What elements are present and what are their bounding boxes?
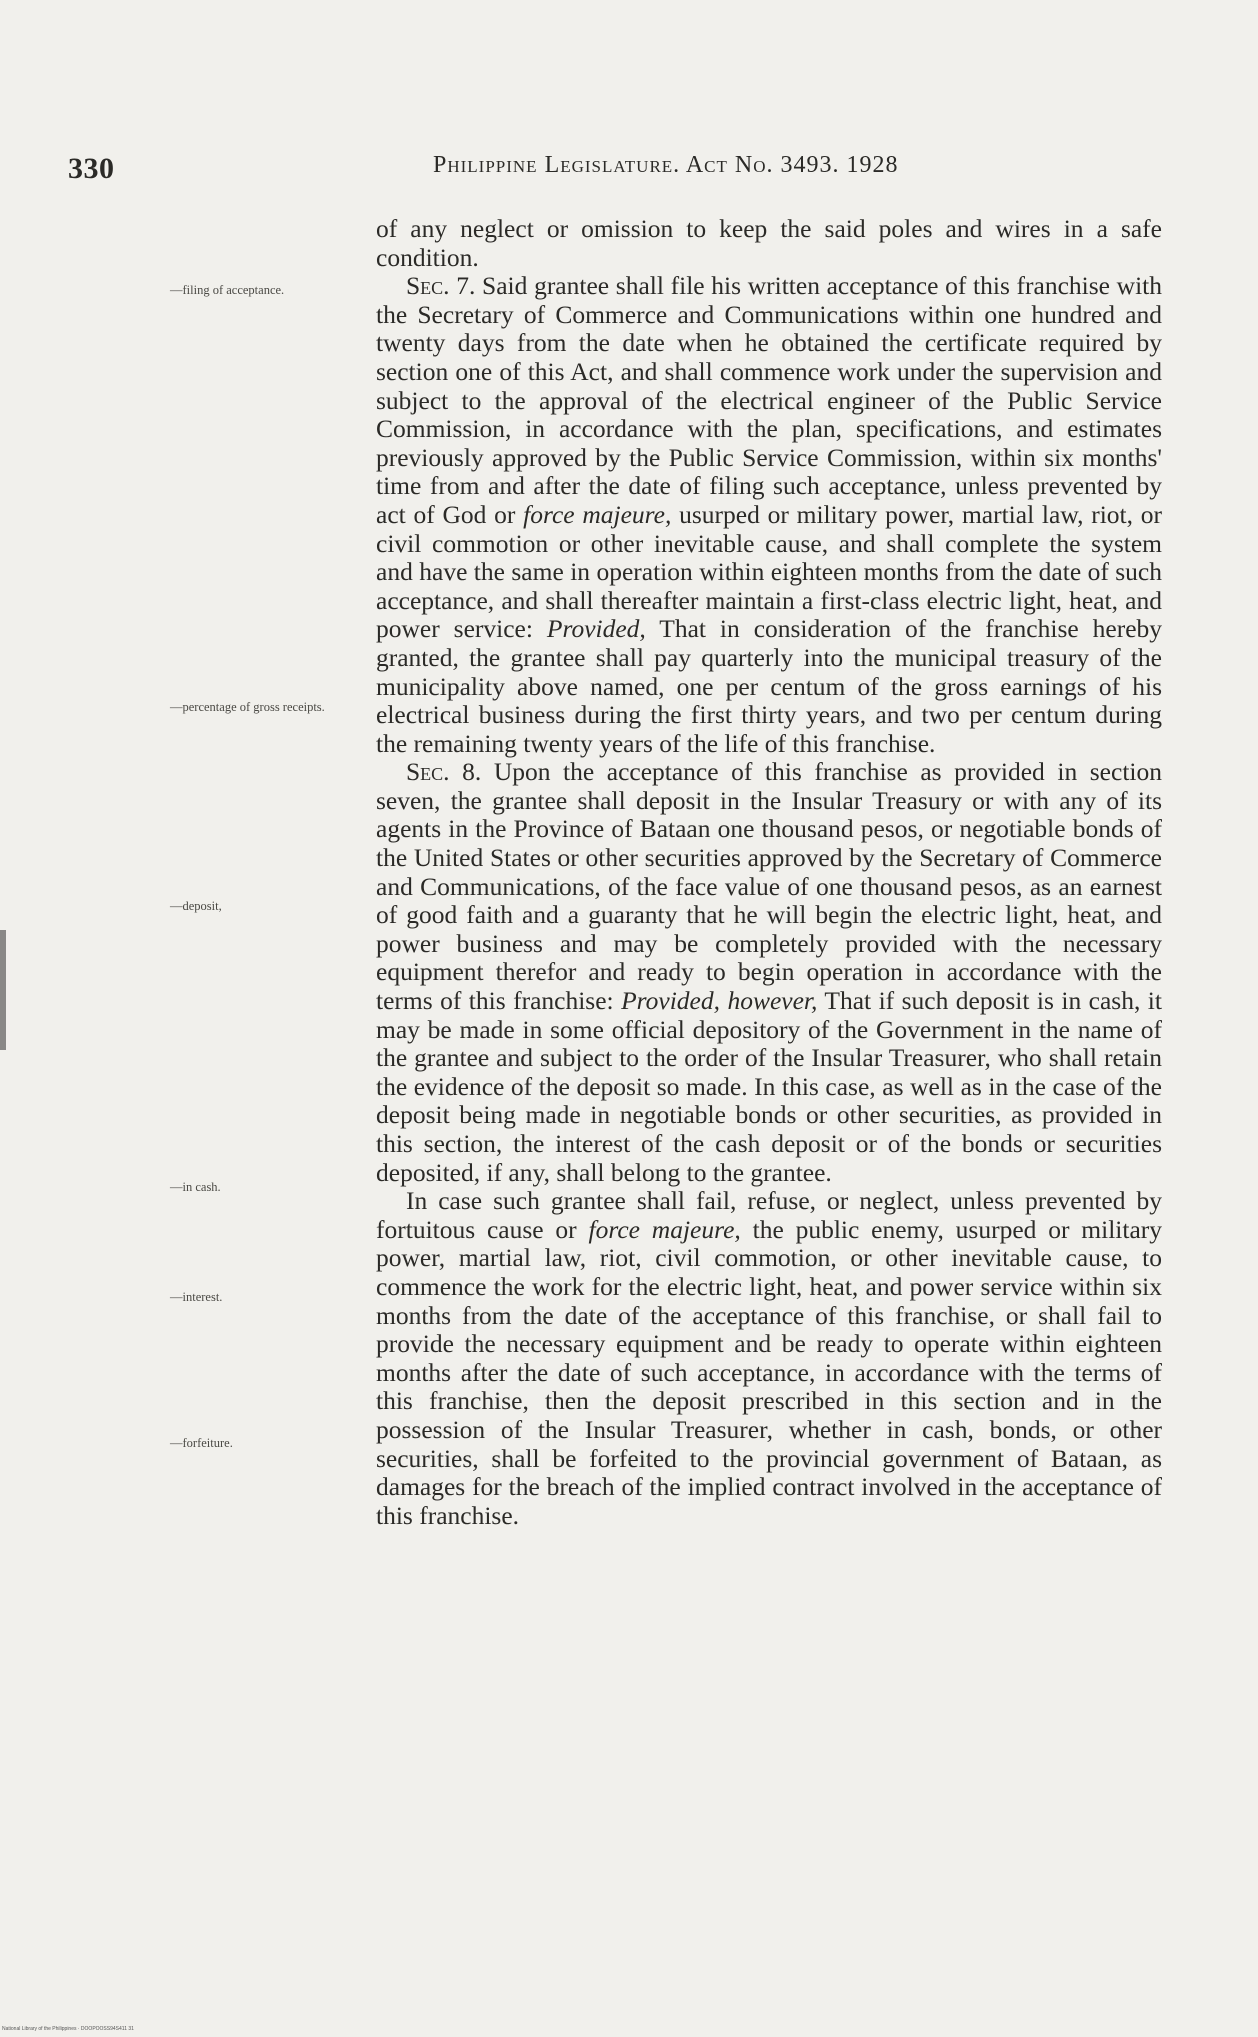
italic-term: Provided, however, <box>621 986 818 1016</box>
italic-term: Provided, <box>546 614 646 644</box>
section-7 <box>376 272 1162 758</box>
italic-term: force majeure, <box>588 1214 741 1244</box>
paragraph-forfeiture <box>376 1187 1162 1530</box>
section-text: That in consideration of the franchise hereby granted, the grantee shall pay quarterly into the municipal treasury of the municipality above named, one per centum of the gross earnings of his electrical business during the first thirty years, and two per centum during the remaining twenty years of the life of this franchise. <box>376 614 1163 758</box>
margin-note-deposit: —deposit, <box>170 899 222 913</box>
section-text: Said grantee shall file his written acceptance of this franchise with the Secretary of Commerce and Communications within one hundred and twenty days from the date when he obtained the certificate required by section one of this Act, and shall commence work under the supervision and subject to the approval of the electrical engineer of the Public Service Commission, in accordance with the plan, specifications, and estimates previously approved by the Public Service Commission, within six months' time from and after the date of filing such acceptance, unless prevented by act of God or <box>376 271 1163 529</box>
margin-note-cash: —in cash. <box>170 1180 221 1194</box>
scan-edge-shadow <box>0 930 6 1050</box>
body-text <box>376 215 1162 1530</box>
section-text: Upon the acceptance of this franchise as provided in section seven, the grantee shall deposit in the Insular Treasury or with any of its agents in the Province of Bataan one thousand pesos, or negotiable bonds of the United States or other securities approved by the Secretary of Commerce and Communications, of the face value of one thousand pesos, as an earnest of good faith and a guaranty that he will begin the electric light, heat, and power business and may be completely provided with the necessary equipment therefor and ready to begin operation in accordance with the terms of this franchise: <box>376 757 1162 1016</box>
section-label: Sec. 7. <box>406 271 476 301</box>
paragraph-text: the public enemy, usurped or military power, martial law, riot, civil commotion, or other inevitable cause, to commence the work for the electric light, heat, and power service within six months from the date of the acceptance of this franchise, or shall fail to provide the necessary equipment and be ready to operate within eighteen months after the date of such acceptance, in accordance with the terms of this franchise, then the deposit prescribed in this section and in the possession of the Insular Treasurer, whether in cash, bonds, or other securities, shall be forfeited to the provincial government of Bataan, as damages for the breach of the implied contract involved in the acceptance of this franchise. <box>376 1214 1163 1530</box>
margin-note-percentage: —percentage of gross receipts. <box>170 700 325 714</box>
section-text: That if such deposit is in cash, it may be made in some official depository of the Government in the name of the grantee and subject to the order of the Insular Treasurer, who shall retain the evidence of the deposit so made. In this case, as well as in the case of the deposit being made in negotiable bonds or other securities, as provided in this section, the interest of the cash deposit or of the bonds or securities deposited, if any, shall belong to the grantee. <box>376 986 1162 1187</box>
footer-credit: National Library of the Philippines · DOOPOOSS94S411 31 <box>2 2026 134 2032</box>
italic-term: force majeure, <box>523 499 672 529</box>
running-head: Philippine Legislature. Act No. 3493. 1928 <box>433 152 899 178</box>
section-8 <box>376 758 1162 1187</box>
paragraph-text: In case such grantee shall fail, refuse, or neglect, unless prevented by fortuitous cause or <box>376 1186 1162 1244</box>
margin-note-forfeiture: —forfeiture. <box>170 1436 233 1450</box>
paragraph-continuation <box>376 215 1162 272</box>
margin-note-interest: —interest. <box>170 1290 223 1304</box>
section-label: Sec. 8. <box>406 757 482 787</box>
paragraph-text: of any neglect or omission to keep the said poles and wires in a safe condition. <box>376 214 1162 272</box>
margin-note-filing: —filing of acceptance. <box>170 283 285 297</box>
page-number: 330 <box>68 152 115 185</box>
section-text: usurped or military power, martial law, riot, or civil commotion or other inevitable cause, and shall complete the system and have the same in operation within eighteen months from the date of such acceptance, and shall thereafter maintain a first-class electric light, heat, and power service: <box>376 499 1162 644</box>
